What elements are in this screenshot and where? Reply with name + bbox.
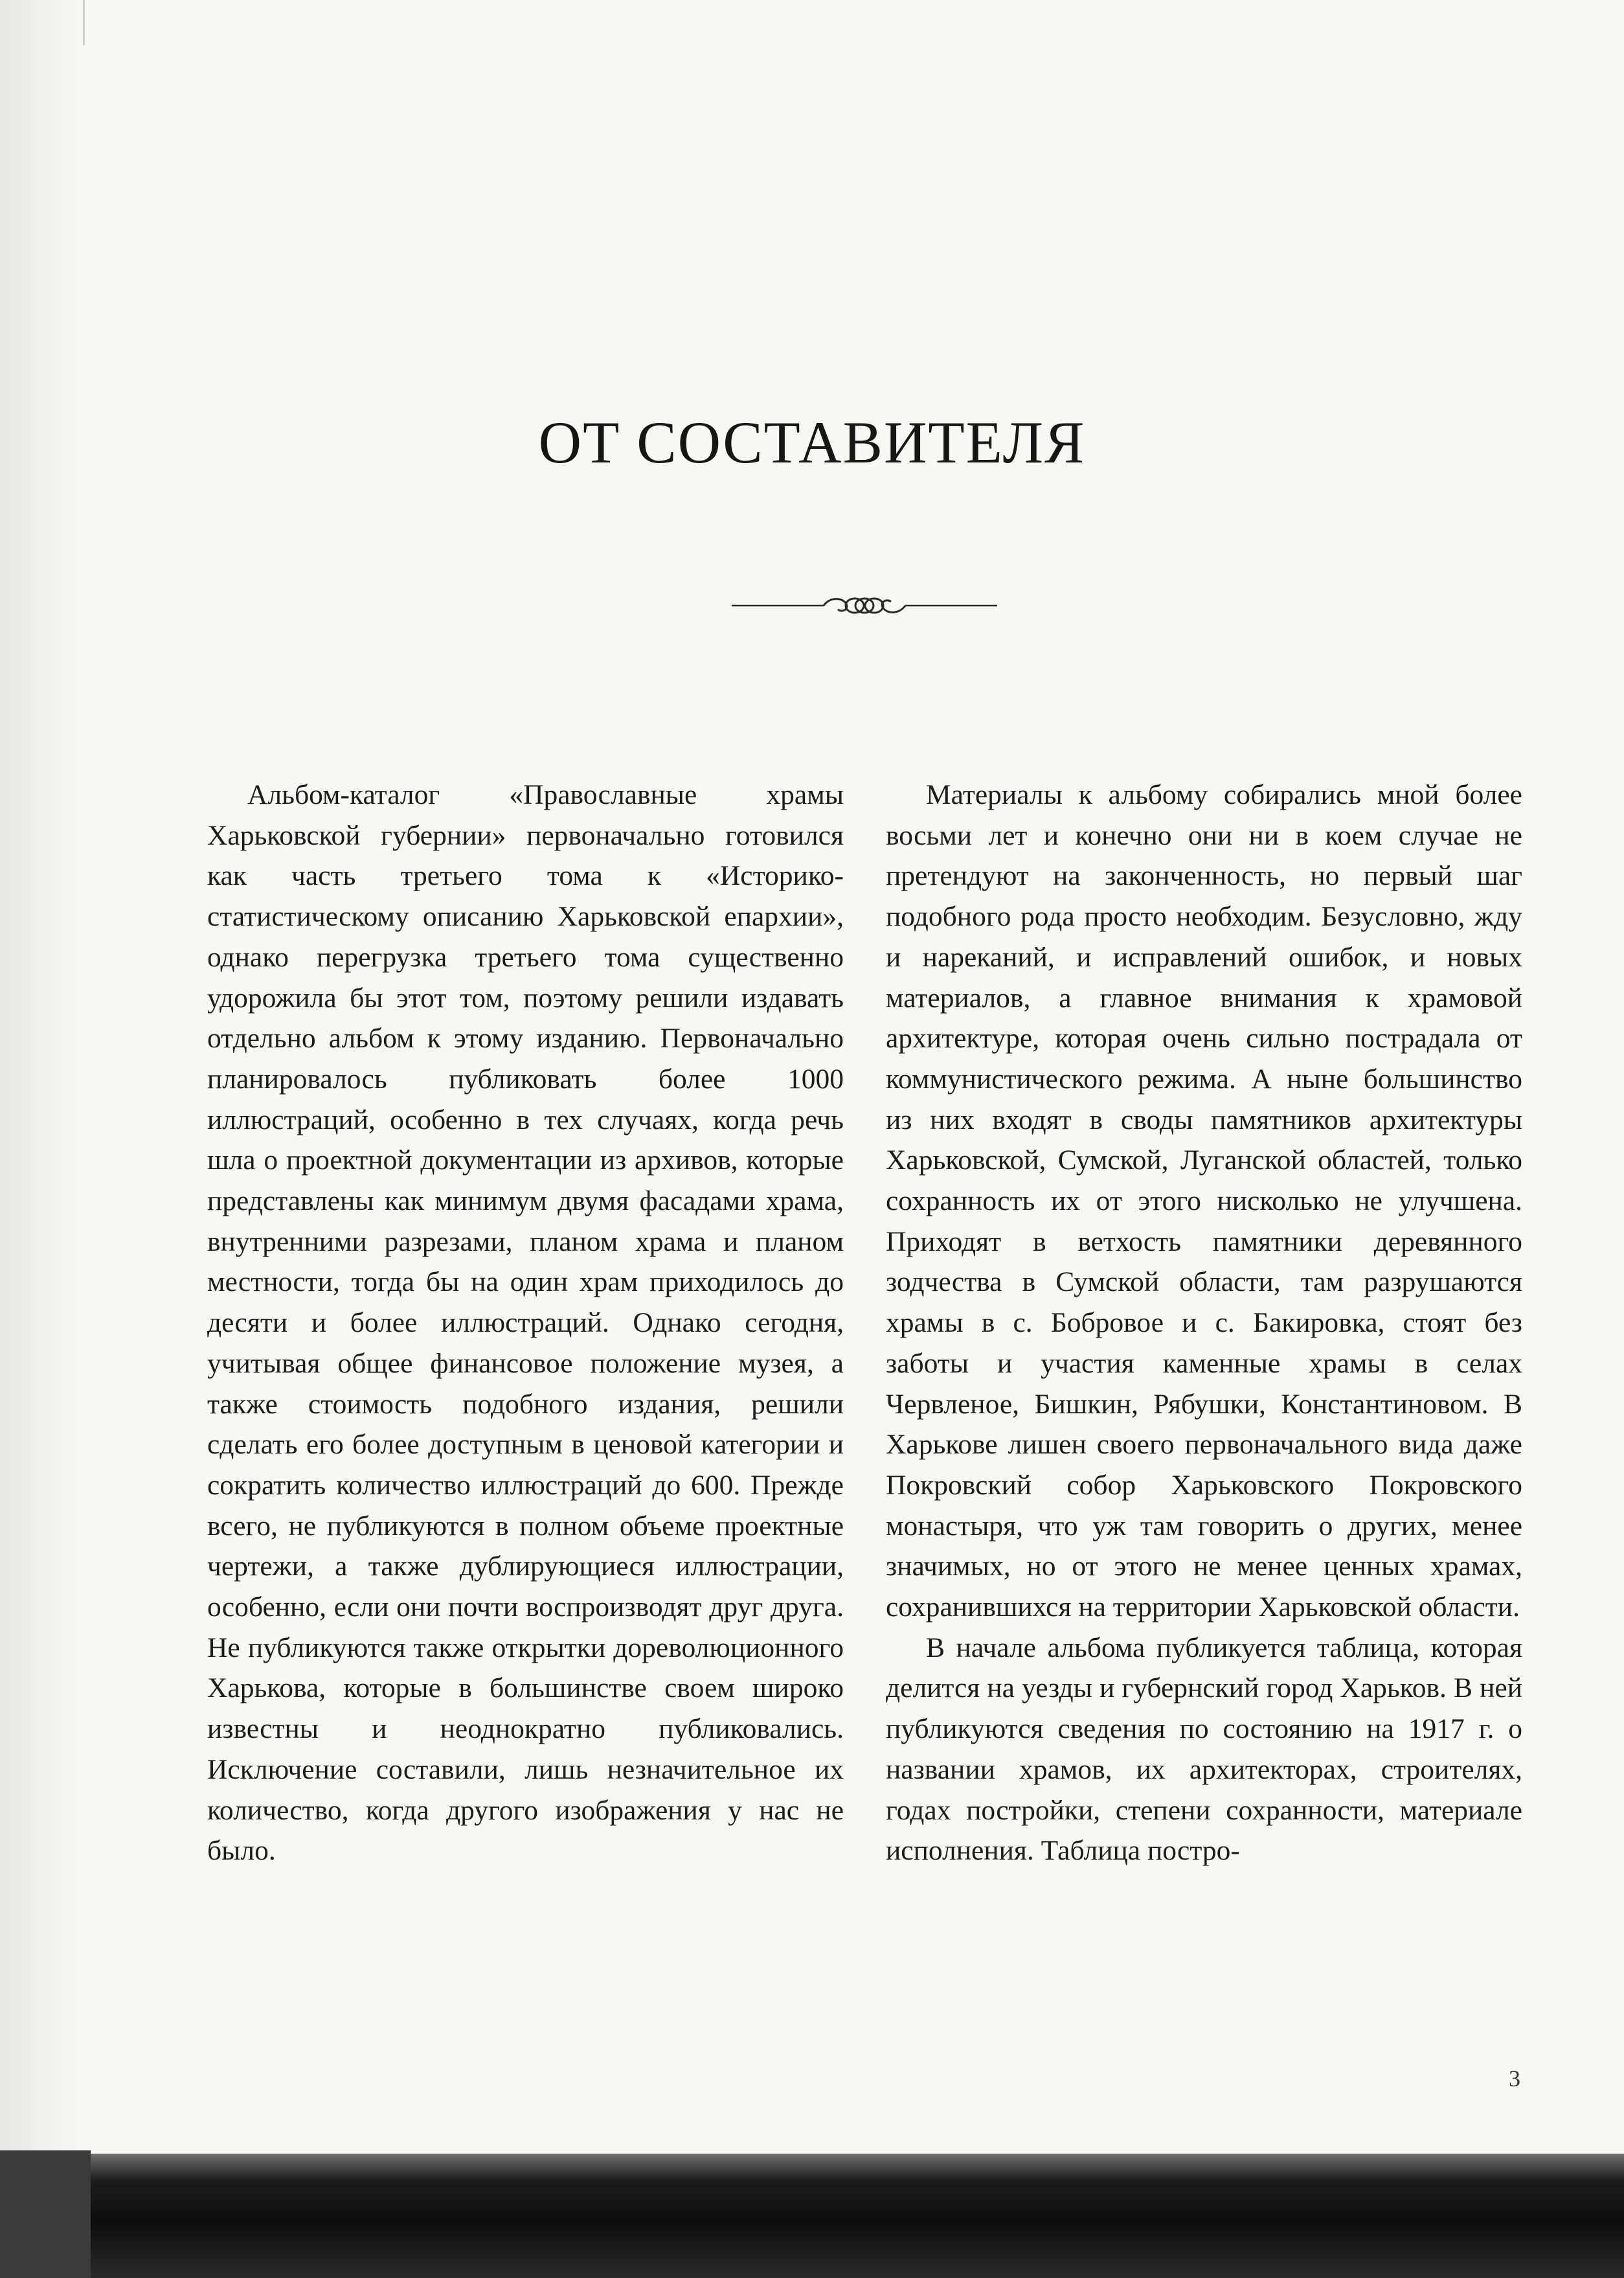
text-column-right [886,775,1522,1871]
text-column-left [207,775,844,1871]
paragraph: Альбом-каталог «Православные храмы Харьковской губернии» первоначально готовился как часть третьего тома к «Историко-статистическому описанию Харьковской епархии», однако перегрузка третьего тома существенно удорожила бы этот том, поэтому решили издавать отдельно альбом к этому изданию. Первоначально планировалось публиковать более 1000 иллюстраций, особенно в тех случаях, когда речь шла о проектной документации из архивов, которые представлены как минимум двумя фасадами храма, внутренними разрезами, планом храма и планом местности, тогда бы на один храм приходилось до десяти и более иллюстраций. Однако сегодня, учитывая общее финансовое положение музея, а также стоимость подобного издания, решили сделать его более доступным в ценовой категории и сократить количество иллюстраций до 600. Прежде всего, не публикуются в полном объеме проектные чертежи, а также дублирующиеся иллюстрации, особенно, если они почти воспроизводят друг друга. Не публикуются также открытки дореволюционного Харькова, которые в большинстве своем широко известны и неоднократно публиковались. Исключение составили, лишь незначительное их количество, когда другого изображения у нас не было. [207,779,844,1867]
page-edge-mark [83,0,85,45]
title-ornament [732,586,997,625]
paragraph: В начале альбома публикуется таблица, которая делится на уезды и губернский город Харьков. В ней публикуются сведения по состоянию на 1917 г. о названии храмов, их архитекторах, строителях, годах постройки, степени сохранности, материале исполнения. Таблица постро- [886,1632,1522,1867]
page-gutter-shadow [0,0,87,2278]
paragraph: Материалы к альбому собирались мной более восьми лет и конечно они ни в коем случае не претендуют на законченность, но первый шаг подобного рода просто необходим. Безусловно, жду и нареканий, и исправлений ошибок, и новых материалов, а главное внимания к храмовой архитектуре, которая очень сильно пострадала от коммунистического режима. А ныне большинство из них входят в своды памятников архитектуры Харьковской, Сумской, Луганской областей, только сохранность их от этого нисколько не улучшена. Приходят в ветхость памятники деревянного зодчества в Сумской области, там разрушаются храмы в с. Бобровое и с. Бакировка, стоят без заботы и участия каменные храмы в селах Червленое, Бишкин, Рябушки, Константиновом. В Харькове лишен своего первоначального вида даже Покровский собор Харьковского Покровского монастыря, что уж там говорить о других, менее значимых, но от этого не менее ценных храмах, сохранившихся на территории Харьковской области. [886,779,1522,1623]
page-title: ОТ СОСТАВИТЕЛЯ [538,409,1086,475]
scanner-bottom-edge [0,2154,1624,2278]
page-number: 3 [1509,2066,1520,2091]
reverse-side-bleed-through [648,71,1457,589]
scanner-corner-edge [0,2150,91,2278]
